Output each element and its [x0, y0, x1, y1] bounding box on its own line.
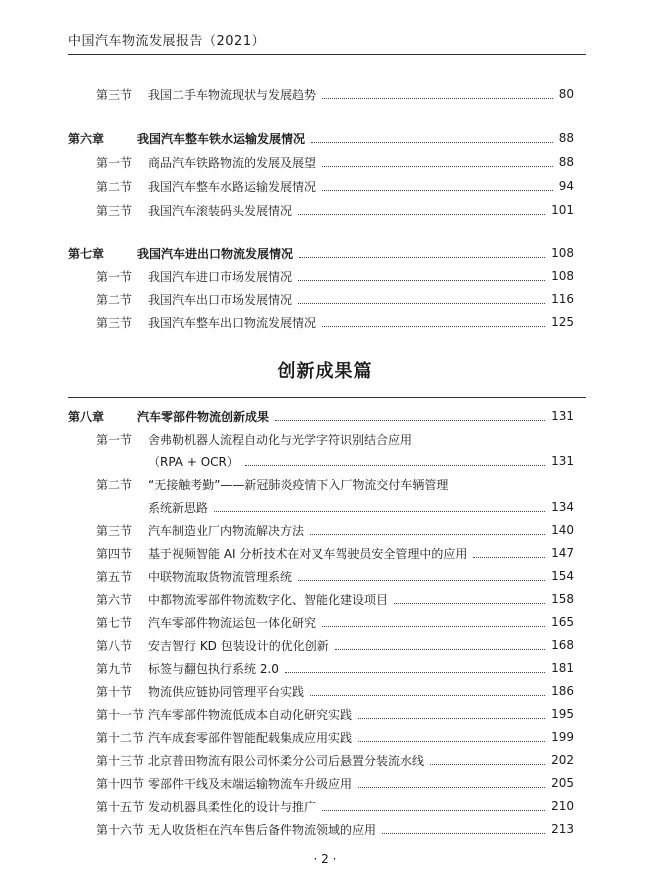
toc-entry-page: 108 [551, 246, 574, 260]
toc-entry-page: 101 [551, 203, 574, 217]
leader-dots [275, 420, 545, 421]
toc-entry-page: 199 [551, 730, 574, 744]
toc-entry-page: 125 [551, 315, 574, 329]
leader-dots [245, 465, 545, 466]
toc-entry-page: 165 [551, 615, 574, 629]
toc-entry-number: 第二节 [96, 179, 133, 194]
page-number: · 2 · [313, 852, 337, 866]
leader-dots [322, 626, 545, 627]
toc-entry-title: 我国汽车出口市场发展情况 [148, 292, 293, 307]
toc-entry-number: 第七节 [96, 615, 133, 630]
toc-entry-page: 134 [551, 500, 574, 514]
leader-dots [322, 98, 553, 99]
toc-entry-number: 第一节 [96, 432, 133, 447]
toc-entry[interactable] [68, 750, 574, 770]
toc-entry[interactable] [68, 152, 574, 172]
toc-entry[interactable] [68, 200, 574, 220]
toc-entry-page: 210 [551, 799, 574, 813]
toc-entry-page: 181 [551, 661, 574, 675]
part-rule [68, 397, 586, 398]
toc-entry-page: 94 [558, 179, 574, 193]
toc-entry[interactable] [68, 176, 574, 196]
toc-entry-title: 商品汽车铁路物流的发展及展望 [148, 155, 317, 170]
leader-dots [322, 190, 553, 191]
toc-chapter[interactable] [68, 406, 574, 426]
leader-dots [310, 695, 545, 696]
leader-dots [298, 303, 545, 304]
toc-entry[interactable] [68, 635, 574, 655]
leader-dots [214, 511, 545, 512]
toc-entry-title: 汽车成套零部件智能配载集成应用实践 [148, 730, 353, 745]
leader-dots [298, 580, 545, 581]
toc-entry-number: 第三节 [96, 203, 133, 218]
toc-entry-title: 舍弗勒机器人流程自动化与光学字符识别结合应用 [148, 432, 413, 447]
toc-entry-number: 第六节 [96, 592, 133, 607]
leader-dots [322, 810, 545, 811]
toc-entry-page: 131 [551, 454, 574, 468]
toc-entry[interactable] [68, 84, 574, 104]
part-title: 创新成果篇 [277, 361, 373, 382]
leader-dots [358, 718, 545, 719]
toc-entry-number: 第四节 [96, 546, 133, 561]
leader-dots [358, 741, 545, 742]
toc-entry-title: 我国汽车进出口物流发展情况 [137, 246, 294, 261]
toc-entry-number: 第三节 [96, 523, 133, 538]
toc-entry-page: 88 [558, 155, 574, 169]
leader-dots [473, 557, 545, 558]
toc-entry-number: 第二节 [96, 292, 133, 307]
toc-entry-number: 第十三节 [96, 753, 145, 768]
toc-entry[interactable] [68, 727, 574, 747]
toc-entry[interactable] [68, 589, 574, 609]
toc-entry-title: 零部件干线及末端运输物流车升级应用 [148, 776, 353, 791]
toc-entry-title: 我国汽车整车铁水运输发展情况 [137, 131, 306, 146]
toc-entry-title: 系统新思路 [148, 500, 209, 515]
toc-entry-number: 第一节 [96, 269, 133, 284]
toc-chapter[interactable] [68, 243, 574, 263]
leader-dots [311, 142, 553, 143]
toc-entry-number: 第二节 [96, 477, 133, 492]
toc-entry-number: 第八节 [96, 638, 133, 653]
toc-entry-page: 116 [551, 292, 574, 306]
toc-entry-title: 物流供应链协同管理平台实践 [148, 684, 305, 699]
leader-dots [394, 603, 545, 604]
leader-dots [430, 764, 545, 765]
toc-entry[interactable] [68, 429, 574, 449]
running-header: 中国汽车物流发展报告（2021） [68, 34, 266, 49]
toc-entry-page: 202 [551, 753, 574, 767]
leader-dots [285, 672, 545, 673]
toc-entry[interactable] [68, 819, 574, 839]
toc-entry[interactable] [68, 704, 574, 724]
toc-entry-title: 汽车零部件物流低成本自动化研究实践 [148, 707, 353, 722]
toc-entry-number: 第十二节 [96, 730, 145, 745]
toc-entry-number: 第十五节 [96, 799, 145, 814]
toc-entry-page: 213 [551, 822, 574, 836]
toc-entry[interactable] [68, 543, 574, 563]
toc-entry-continuation[interactable] [68, 451, 574, 471]
toc-entry-number: 第十节 [96, 684, 133, 699]
toc-entry[interactable] [68, 474, 574, 494]
toc-entry-title: 汽车制造业厂内物流解决方法 [148, 523, 305, 538]
toc-entry[interactable] [68, 612, 574, 632]
toc-entry-page: 88 [558, 131, 574, 145]
toc-entry-continuation[interactable] [68, 497, 574, 517]
toc-entry-page: 140 [551, 523, 574, 537]
toc-entry-title: 北京普田物流有限公司怀柔分公司后悬置分装流水线 [148, 753, 425, 768]
leader-dots [299, 257, 545, 258]
toc-entry-title: 我国汽车整车水路运输发展情况 [148, 179, 317, 194]
toc-entry-title: （RPA + OCR） [148, 454, 239, 469]
toc-entry-number: 第六章 [68, 131, 105, 146]
toc-entry-page: 80 [558, 87, 574, 101]
toc-entry[interactable] [68, 289, 574, 309]
toc-entry-title: 我国汽车整车出口物流发展情况 [148, 315, 317, 330]
toc-entry-page: 205 [551, 776, 574, 790]
toc-entry-number: 第十一节 [96, 707, 145, 722]
leader-dots [382, 833, 545, 834]
toc-entry-page: 154 [551, 569, 574, 583]
toc-entry-title: 汽车零部件物流创新成果 [137, 409, 270, 424]
leader-dots [298, 280, 545, 281]
toc-entry[interactable] [68, 658, 574, 678]
toc-entry-title: 发动机器具柔性化的设计与推广 [148, 799, 317, 814]
leader-dots [298, 214, 545, 215]
toc-entry-page: 186 [551, 684, 574, 698]
leader-dots [310, 534, 545, 535]
toc-entry-title: 基于视频智能 AI 分析技术在对叉车驾驶员安全管理中的应用 [148, 546, 468, 561]
leader-dots [322, 166, 553, 167]
leader-dots [322, 326, 545, 327]
toc-entry-title: 我国二手车物流现状与发展趋势 [148, 87, 317, 102]
toc-entry[interactable] [68, 312, 574, 332]
leader-dots [335, 649, 545, 650]
toc-entry[interactable] [68, 681, 574, 701]
toc-entry-title: 我国汽车进口市场发展情况 [148, 269, 293, 284]
toc-entry[interactable] [68, 520, 574, 540]
toc-entry-number: 第八章 [68, 409, 105, 424]
toc-chapter[interactable] [68, 128, 574, 148]
toc-entry-page: 147 [551, 546, 574, 560]
toc-entry-number: 第一节 [96, 155, 133, 170]
toc-entry-number: 第九节 [96, 661, 133, 676]
toc-entry-title: 我国汽车滚装码头发展情况 [148, 203, 293, 218]
toc-entry[interactable] [68, 266, 574, 286]
header-rule [68, 54, 586, 55]
toc-entry-title: 无人收货柜在汽车售后备件物流领域的应用 [148, 822, 377, 837]
toc-entry-page: 158 [551, 592, 574, 606]
toc-entry[interactable] [68, 796, 574, 816]
toc-entry-number: 第三节 [96, 87, 133, 102]
toc-entry-number: 第十四节 [96, 776, 145, 791]
toc-entry-title: 中都物流零部件物流数字化、智能化建设项目 [148, 592, 389, 607]
toc-entry-title: 标签与翻包执行系统 2.0 [148, 661, 279, 676]
toc-entry-number: 第三节 [96, 315, 133, 330]
toc-entry-number: 第五节 [96, 569, 133, 584]
toc-entry-page: 131 [551, 409, 574, 423]
toc-entry-number: 第十六节 [96, 822, 145, 837]
toc-entry-title: 安吉智行 KD 包装设计的优化创新 [148, 638, 329, 653]
toc-entry[interactable] [68, 773, 574, 793]
toc-entry[interactable] [68, 566, 574, 586]
toc-entry-page: 168 [551, 638, 574, 652]
toc-entry-title: 中联物流取货物流管理系统 [148, 569, 293, 584]
toc-entry-number: 第七章 [68, 246, 105, 261]
toc-entry-title: “无接触考勤”——新冠肺炎疫情下入厂物流交付车辆管理 [148, 477, 449, 492]
toc-entry-page: 195 [551, 707, 574, 721]
toc-entry-title: 汽车零部件物流运包一体化研究 [148, 615, 317, 630]
leader-dots [358, 787, 545, 788]
toc-entry-page: 108 [551, 269, 574, 283]
